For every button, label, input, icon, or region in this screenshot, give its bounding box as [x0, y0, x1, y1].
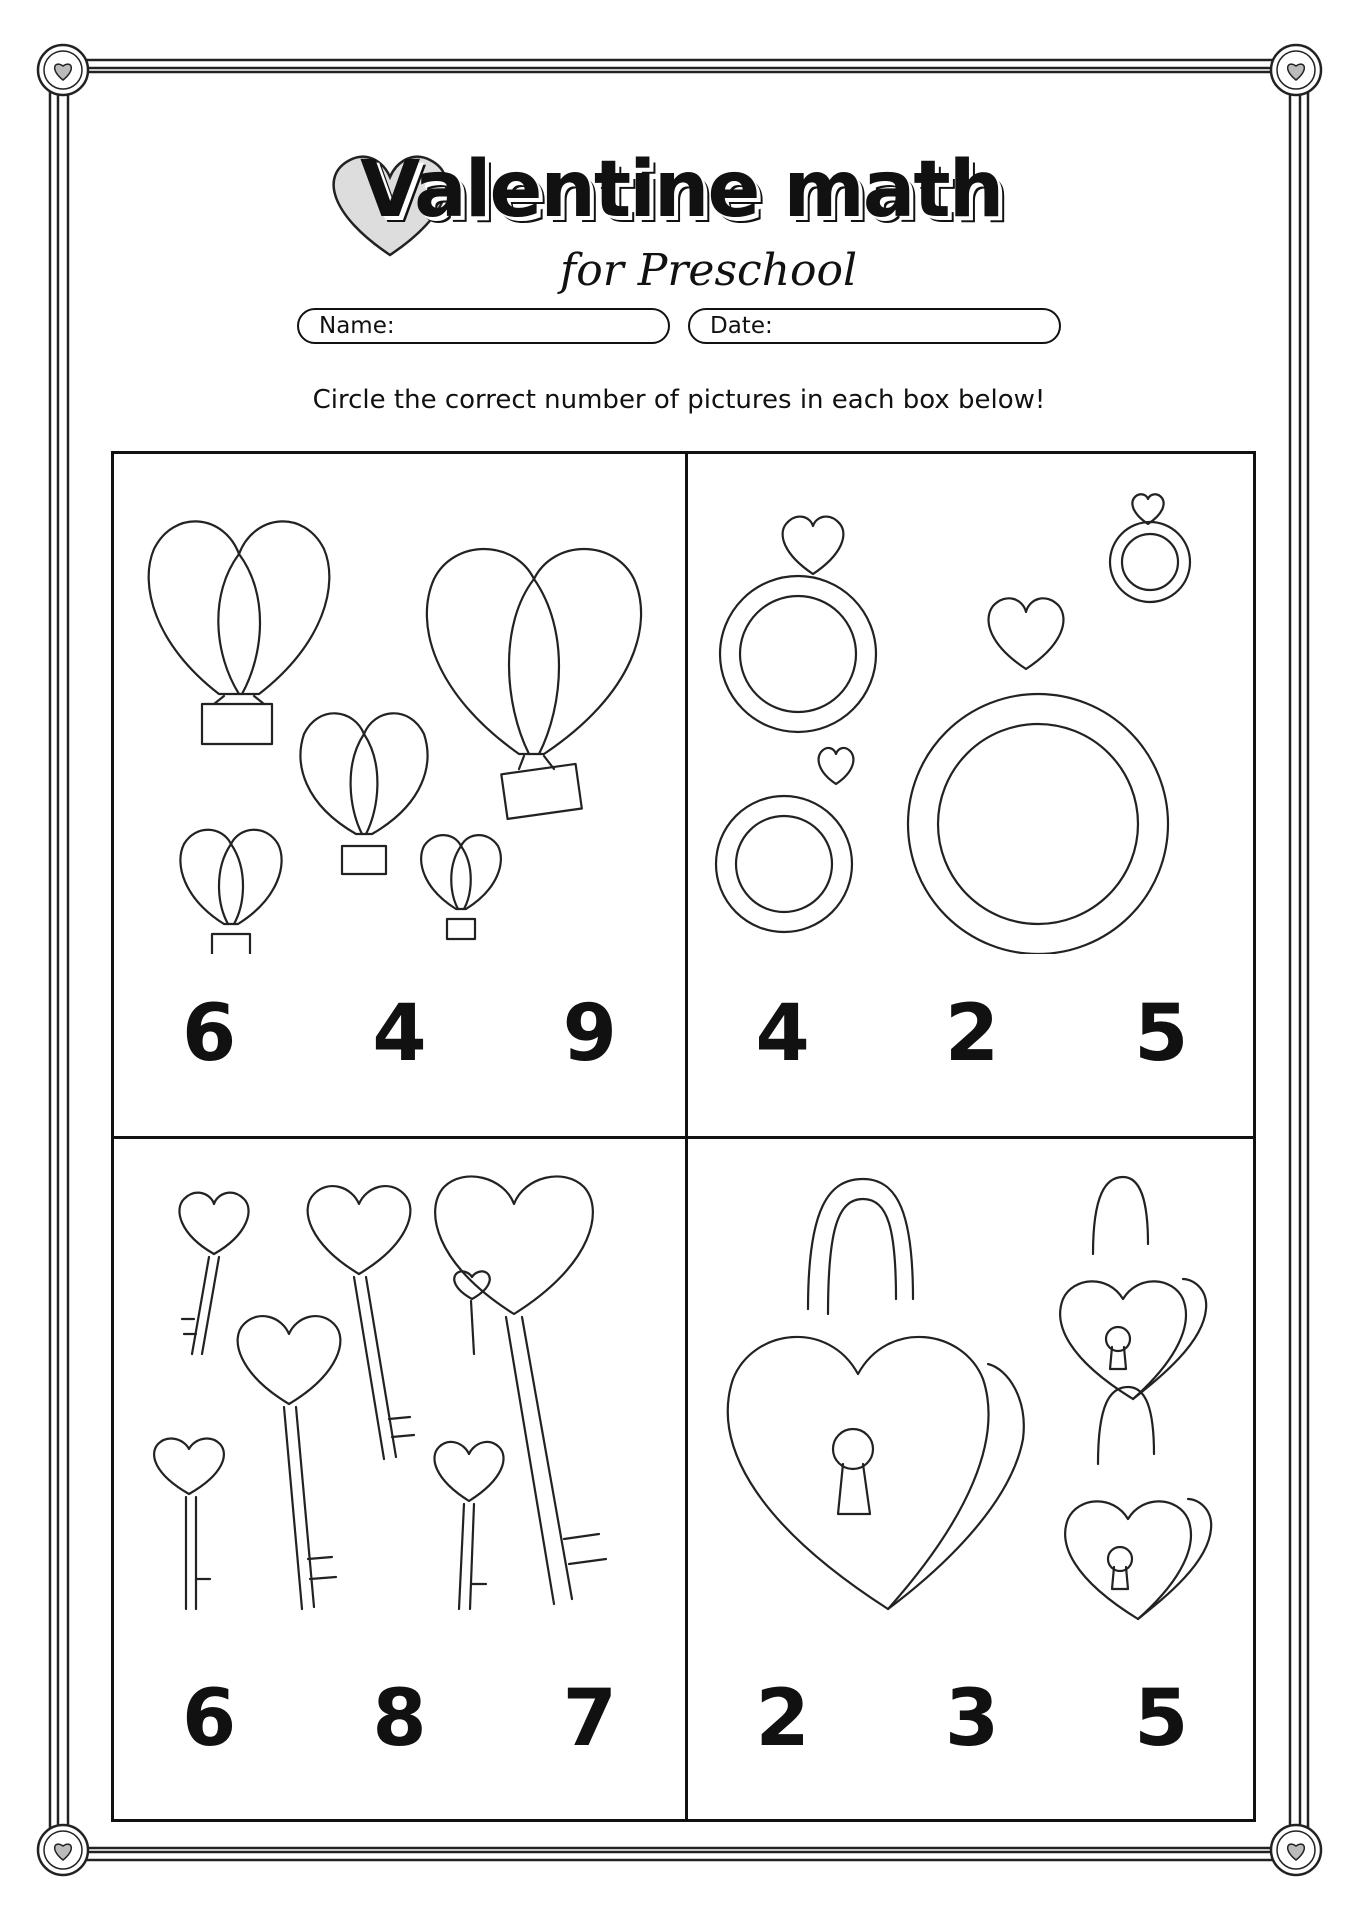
- ring-pictures: [688, 454, 1256, 954]
- box-rings: [688, 454, 1256, 1136]
- hot-air-balloon-icon: [149, 521, 330, 744]
- date-label: Date:: [710, 313, 773, 339]
- box-keys: [114, 1139, 685, 1822]
- hot-air-balloon-icon: [421, 835, 501, 939]
- title-block: [320, 135, 1020, 296]
- name-label: Name:: [319, 313, 395, 339]
- heart-key-icon: [434, 1442, 503, 1609]
- number-choice[interactable]: 7: [562, 1674, 617, 1764]
- heart-key-icon: [179, 1193, 248, 1354]
- corner-heart-icon: [38, 45, 88, 95]
- number-choice[interactable]: 8: [372, 1674, 427, 1764]
- number-choice[interactable]: 5: [1134, 1674, 1189, 1764]
- heart-key-icon: [308, 1186, 414, 1459]
- box-balloons: [114, 454, 685, 1136]
- padlock-pictures: [688, 1139, 1256, 1639]
- heart-key-icon: [435, 1176, 606, 1604]
- box-padlocks: [688, 1139, 1256, 1822]
- page-subtitle: for Preschool: [560, 245, 858, 296]
- hot-air-balloon-icon: [180, 830, 281, 954]
- instruction-text: Circle the correct number of pictures in each box below!: [312, 385, 1046, 415]
- number-choice[interactable]: 4: [372, 989, 427, 1079]
- corner-heart-icon: [1271, 45, 1321, 95]
- key-pictures: [114, 1139, 685, 1639]
- heart-key-icon: [154, 1439, 224, 1609]
- heart-ring-icon: [908, 598, 1168, 954]
- choice-row: [688, 1674, 1256, 1764]
- number-choice[interactable]: 6: [182, 1674, 237, 1764]
- heart-padlock-icon: [728, 1179, 1024, 1609]
- number-choice[interactable]: 2: [944, 989, 1000, 1079]
- counting-grid: [111, 451, 1256, 1822]
- heart-padlock-icon: [1065, 1387, 1211, 1619]
- number-choice[interactable]: 6: [182, 989, 237, 1079]
- heart-key-icon: [238, 1316, 341, 1609]
- heart-padlock-icon: [1060, 1177, 1206, 1399]
- number-choice[interactable]: 9: [562, 989, 617, 1079]
- number-choice[interactable]: 2: [755, 1674, 810, 1764]
- heart-ring-icon: [1110, 494, 1190, 602]
- number-choice[interactable]: 5: [1134, 989, 1189, 1079]
- choice-row: [688, 989, 1256, 1079]
- hot-air-balloon-icon: [427, 549, 641, 819]
- date-field[interactable]: [688, 308, 1061, 344]
- choice-row: [114, 1674, 685, 1764]
- corner-heart-icon: [38, 1825, 88, 1875]
- heart-ring-icon: [720, 517, 876, 732]
- hot-air-balloon-icon: [301, 713, 428, 874]
- heart-key-icon: [454, 1271, 489, 1354]
- page-title: Valentine math: [360, 145, 1003, 235]
- corner-heart-icon: [1271, 1825, 1321, 1875]
- number-choice[interactable]: 4: [755, 989, 810, 1079]
- name-field[interactable]: [297, 308, 670, 344]
- heart-ring-icon: [716, 748, 853, 932]
- number-choice[interactable]: 3: [944, 1674, 1000, 1764]
- choice-row: [114, 989, 685, 1079]
- balloon-pictures: [114, 454, 685, 954]
